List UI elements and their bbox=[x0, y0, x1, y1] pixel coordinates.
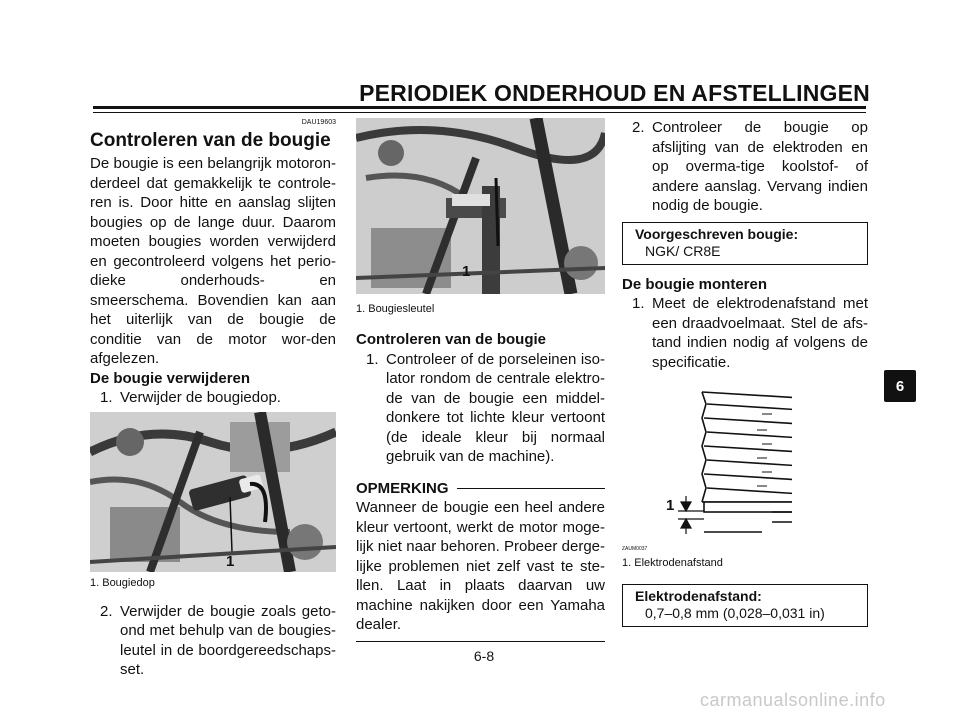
spark-plug-diagram bbox=[622, 384, 792, 534]
column-2 bbox=[356, 118, 605, 642]
step-text: Controleer de bougie op afslijting van de elektroden en op overma-tige koolstof- of andere aanslag. Vervang indien nodig de bougie. bbox=[652, 119, 868, 214]
column-1 bbox=[90, 118, 336, 680]
note-end-rule bbox=[356, 641, 605, 642]
spec-box-electrode-gap bbox=[622, 584, 868, 627]
engine-photo-illustration bbox=[90, 412, 336, 572]
chapter-tab: 6 bbox=[884, 370, 916, 402]
install-heading: De bougie monteren bbox=[622, 275, 768, 293]
spec-label: Elektrodenafstand: bbox=[635, 588, 762, 604]
photo-caption: 1. Bougiedop bbox=[90, 576, 155, 589]
page-number: 6-8 bbox=[473, 648, 495, 664]
remove-heading: De bougie verwijderen bbox=[90, 369, 251, 387]
diagram-code: ZAUM0037 bbox=[622, 546, 648, 552]
header-rule bbox=[93, 106, 866, 109]
photo-callout-1: 1 bbox=[226, 552, 235, 570]
photo-spark-plug-cap bbox=[90, 412, 336, 572]
diagram-callout-1: 1 bbox=[666, 497, 675, 514]
check-heading: Controleren van de bougie bbox=[356, 331, 547, 348]
step-number: 2. bbox=[632, 119, 645, 136]
note-heading bbox=[356, 479, 605, 499]
install-step-1 bbox=[622, 294, 868, 372]
step-text: Meet de elektrodenafstand met een draadvoelmaat. Stel de afs-tand indien nodig af volgens de specificatie. bbox=[652, 295, 868, 371]
step-text: Controleer of de porseleinen iso-lator rondom de centrale elektro-de van de bougie een middel-donkere tot lichte kleur vertoont (de ideale kleur bij normaal gebruik van de machine). bbox=[386, 350, 605, 465]
engine-photo-illustration bbox=[356, 118, 605, 294]
remove-step-1 bbox=[90, 388, 336, 408]
header-rule-thin bbox=[93, 112, 866, 113]
intro-paragraph: De bougie is een belangrijk motoron-derdeel dat gemakkelijk te controle-ren is. Door hitte en aanslag slijten bougies op de lange duur. Daarom moeten bougies worden verwijderd en gecontroleerd volgens het perio-dieke onderhouds- en smeerschema. Bovendien kan aan het uiterlijk van de bougie de conditie van de motor wor-den afgelezen. bbox=[90, 155, 336, 367]
section-title: Controleren van de bougie bbox=[90, 130, 331, 151]
note-heading-label: OPMERKING bbox=[356, 479, 449, 497]
watermark: carmanualsonline.info bbox=[700, 690, 886, 710]
electrode-gap-diagram bbox=[622, 384, 792, 544]
check-step-1 bbox=[356, 350, 605, 467]
section-code: DAU19603 bbox=[301, 119, 336, 126]
diagram-caption: 1. Elektrodenafstand bbox=[622, 557, 723, 569]
remove-step-2 bbox=[90, 602, 336, 680]
step-number: 1. bbox=[632, 295, 645, 312]
spec-label: Voorgeschreven bougie: bbox=[635, 225, 799, 242]
note-heading-rule bbox=[457, 488, 605, 489]
photo-caption: 1. Bougiesleutel bbox=[356, 303, 435, 315]
step-text: Verwijder de bougie zoals geto-ond met behulp van de bougies-leutel in de boordgereedschaps-set. bbox=[120, 602, 336, 678]
check-step-2 bbox=[622, 118, 868, 216]
spec-value: NGK/ CR8E bbox=[645, 242, 721, 259]
page-header-title: PERIODIEK ONDERHOUD EN AFSTELLINGEN bbox=[359, 80, 870, 106]
spec-box-spark-plug bbox=[622, 222, 868, 265]
step-number: 1. bbox=[100, 389, 113, 406]
column-3 bbox=[622, 118, 868, 637]
note-paragraph: Wanneer de bougie een heel andere kleur vertoont, werkt de motor moge-lijk niet naar behoren. Probeer derge-lijke problemen niet zelf vast te ste-llen. Laat in plaats daarvan uw machine nakijken door een Yamaha dealer. bbox=[356, 499, 605, 633]
photo-spark-plug-wrench bbox=[356, 118, 605, 294]
step-number: 2. bbox=[100, 602, 113, 620]
step-text: Verwijder de bougiedop. bbox=[120, 389, 281, 406]
photo-callout-1: 1 bbox=[462, 263, 471, 280]
step-number: 1. bbox=[366, 350, 379, 368]
spec-value: 0,7–0,8 mm (0,028–0,031 in) bbox=[645, 605, 825, 621]
